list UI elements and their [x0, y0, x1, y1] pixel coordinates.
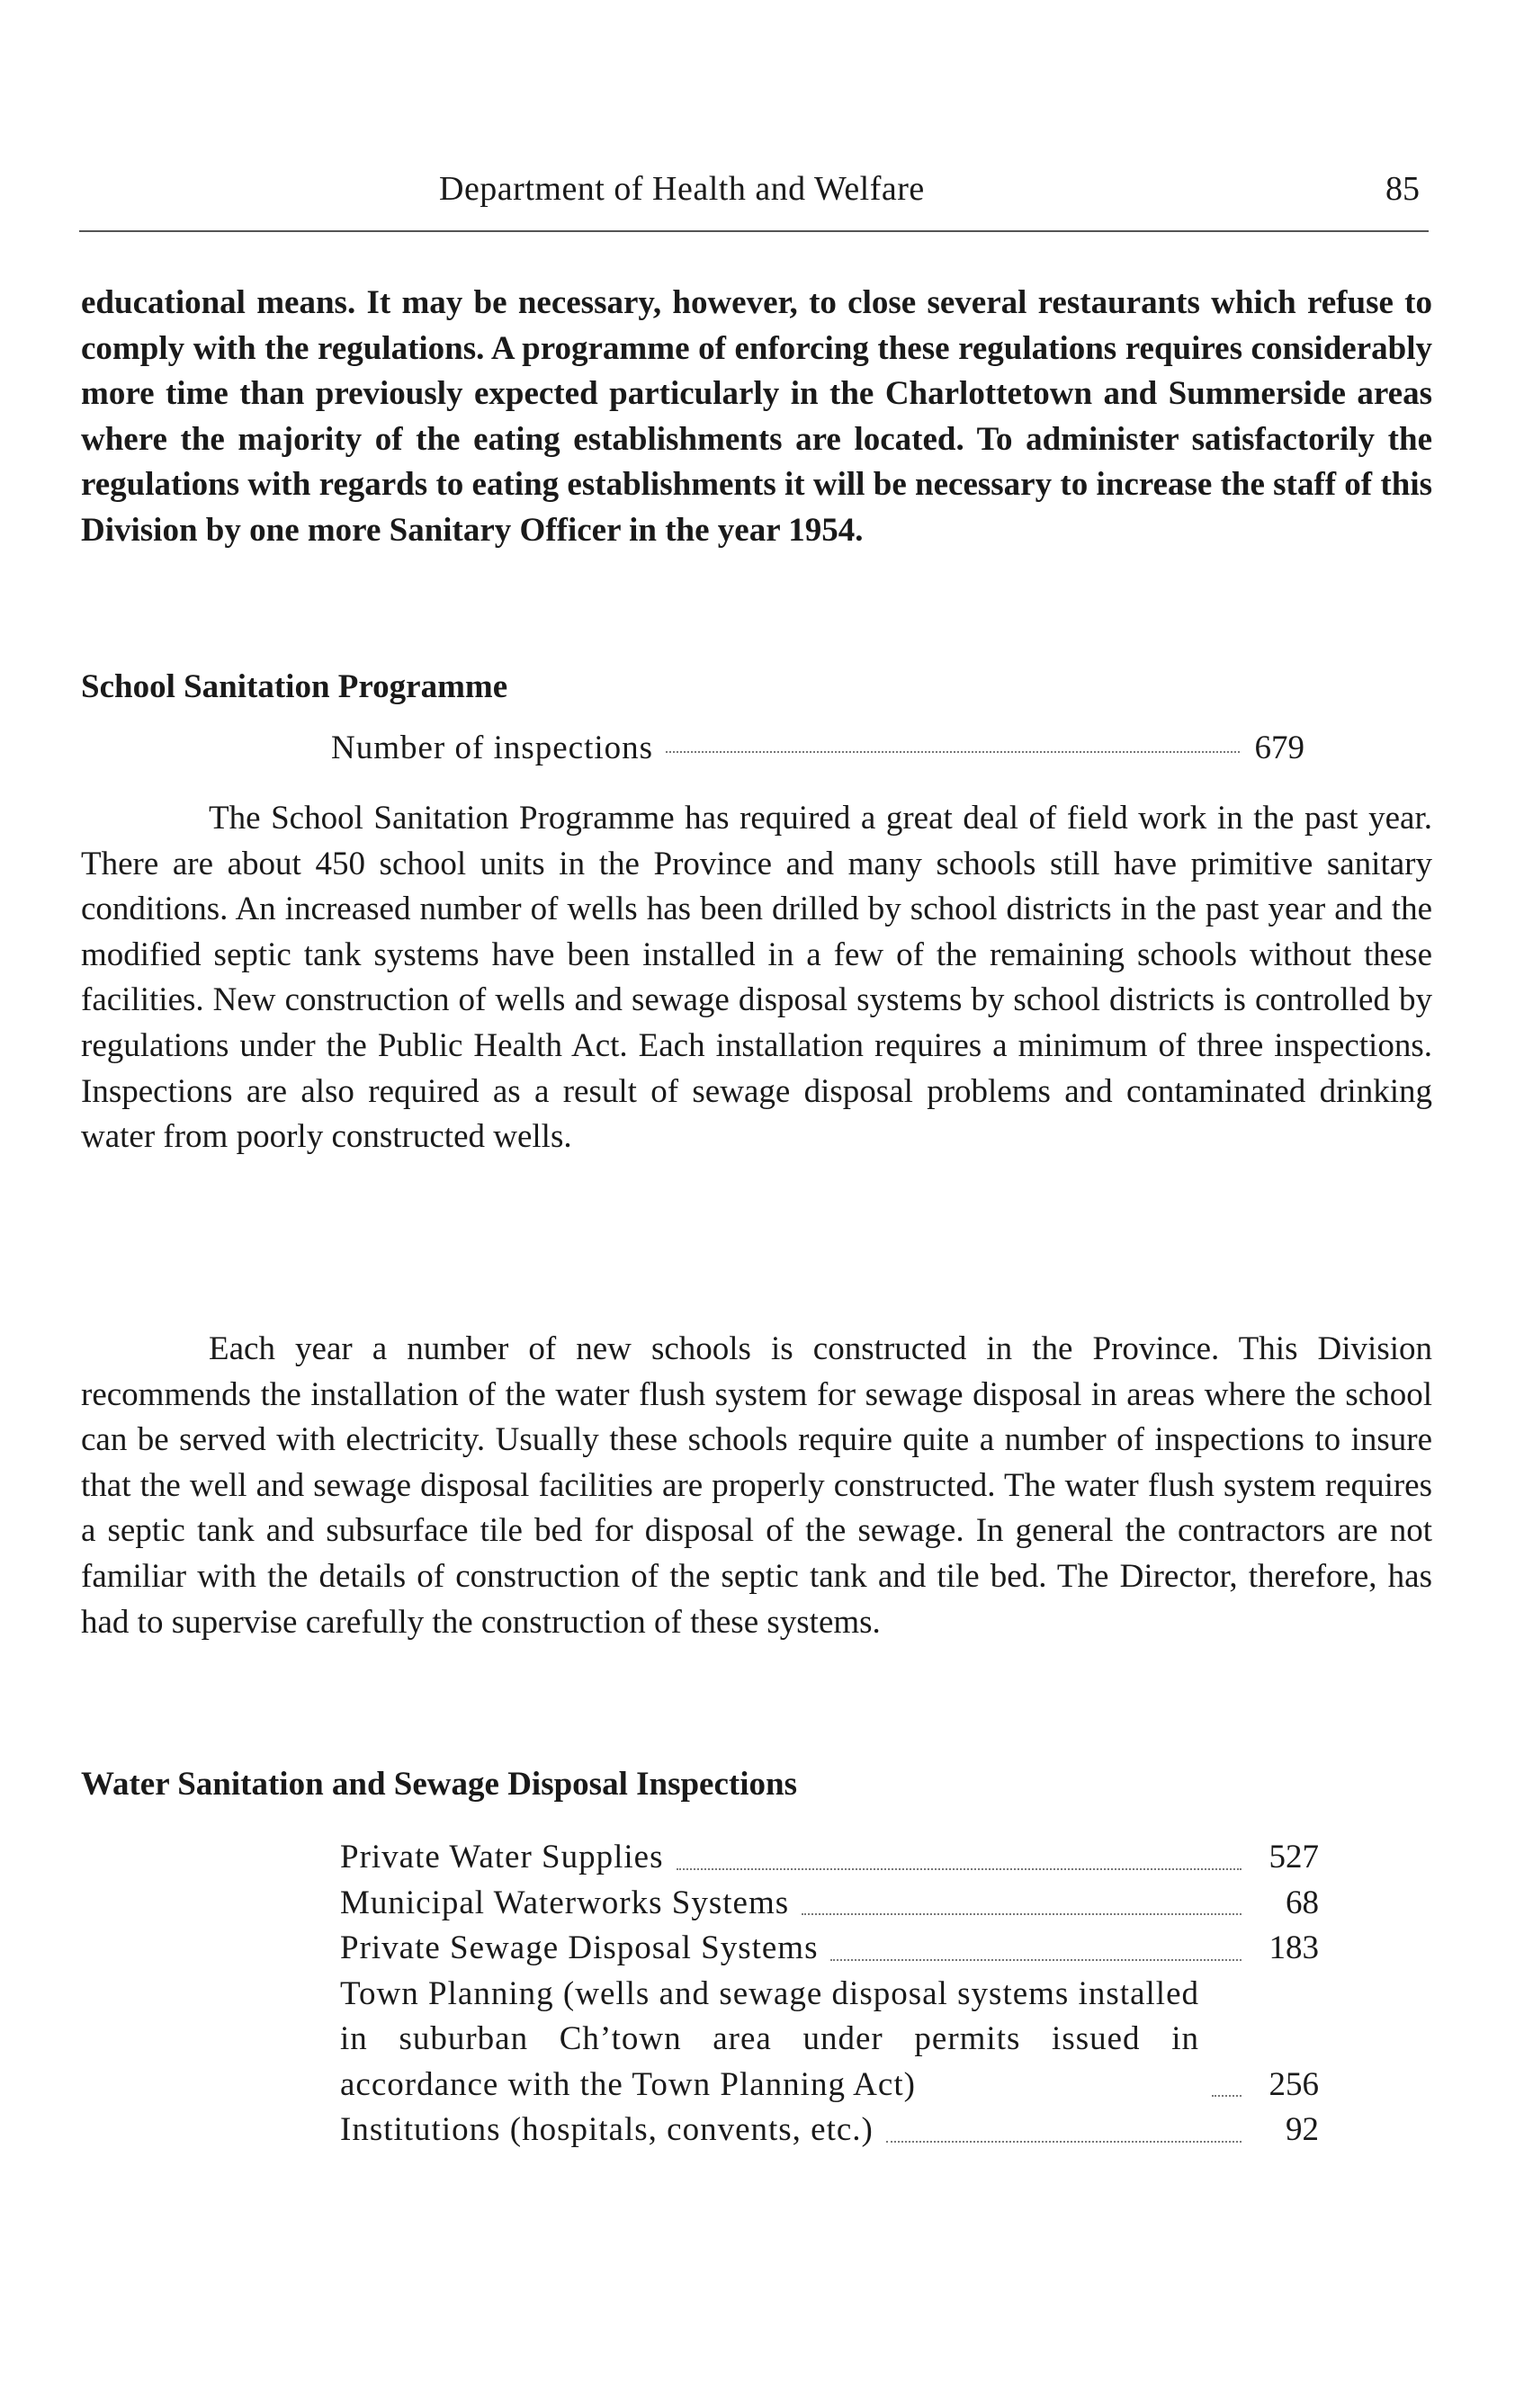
list-item	[340, 1835, 1319, 1881]
list-item-label: Municipal Waterworks Systems	[340, 1884, 790, 1921]
list-item-value: 256	[1269, 2065, 1319, 2103]
dot-leader	[677, 1868, 1242, 1870]
heading-school-sanitation: School Sanitation Programme	[81, 668, 508, 705]
list-item-label: Private Water Supplies	[340, 1839, 664, 1875]
list-item-label: Town Planning (wells and sewage disposal systems installed in suburban Ch’town area under permits issued in accordance with the Town Planning Act)	[340, 1974, 1199, 2103]
dot-leader	[666, 751, 1240, 753]
dot-leader	[802, 1913, 1242, 1915]
paragraph-new-schools: Each year a number of new schools is constructed in the Province. This Division recommends the installation of the water flush system for sewage disposal in areas where the school can be served with electricity. Usually these schools require quite a number of inspections to insure that the well and sewage disposal facilities are properly constructed. The water flush system requires a septic tank and subsurface tile bed for disposal of the sewage. In general the contractors are not familiar with the details of construction of the septic tank and tile bed. The Director, therefore, has had to supervise carefully the construction of these systems.	[81, 1330, 1432, 1641]
list-item-value: 68	[1286, 1884, 1319, 1921]
header-rule	[79, 230, 1429, 232]
paragraph-school-programme: The School Sanitation Programme has required a great deal of field work in the past year. There are about 450 school units in the Province and many schools still have primitive sanitary conditions. An increased number of wells has been drilled by school districts in the past year and the modified septic tank systems have been installed in a few of the remaining schools without these facilities. New construction of wells and sewage disposal systems by school districts is controlled by regulations under the Public Health Act. Each installation requires a minimum of three inspections. Inspections are also required as a result of sewage disposal problems and contaminated drinking water from poorly constructed wells.	[81, 800, 1432, 1156]
dot-leader	[830, 1959, 1242, 1961]
list-item	[340, 1972, 1319, 2108]
list-item	[340, 2108, 1319, 2153]
page-header	[79, 169, 1429, 223]
water-inspections-list	[340, 1835, 1319, 2153]
heading-water-sanitation: Water Sanitation and Sewage Disposal Inspections	[81, 1766, 797, 1803]
header-title: Department of Health and Welfare	[439, 170, 925, 208]
school-inspections-value: 679	[1254, 730, 1304, 766]
list-item-value: 92	[1286, 2111, 1319, 2148]
list-item	[340, 1881, 1319, 1927]
dot-leader	[1212, 2095, 1242, 2097]
page-number: 85	[1385, 170, 1420, 208]
school-inspections-row	[331, 729, 1304, 767]
list-item-label: Private Sewage Disposal Systems	[340, 1929, 819, 1966]
list-item-value: 527	[1269, 1839, 1319, 1875]
paragraph-restaurants: educational means. It may be necessary, however, to close several restaurants which refuse to comply with the regulations. A programme of enforcing these regulations requires considerably more time than previously expected particularly in the Charlottetown and Summerside areas where the majority of the eating establishments are located. To administer satisfactorily the regulations with regards to eating establishments it will be necessary to increase the staff of this Division by one more Sanitary Officer in the year 1954.	[81, 284, 1432, 549]
school-inspections-label: Number of inspections	[331, 730, 654, 766]
list-item	[340, 1926, 1319, 1972]
list-item-label: Institutions (hospitals, convents, etc.)	[340, 2111, 874, 2148]
list-item-value: 183	[1269, 1929, 1319, 1966]
dot-leader	[886, 2141, 1242, 2143]
